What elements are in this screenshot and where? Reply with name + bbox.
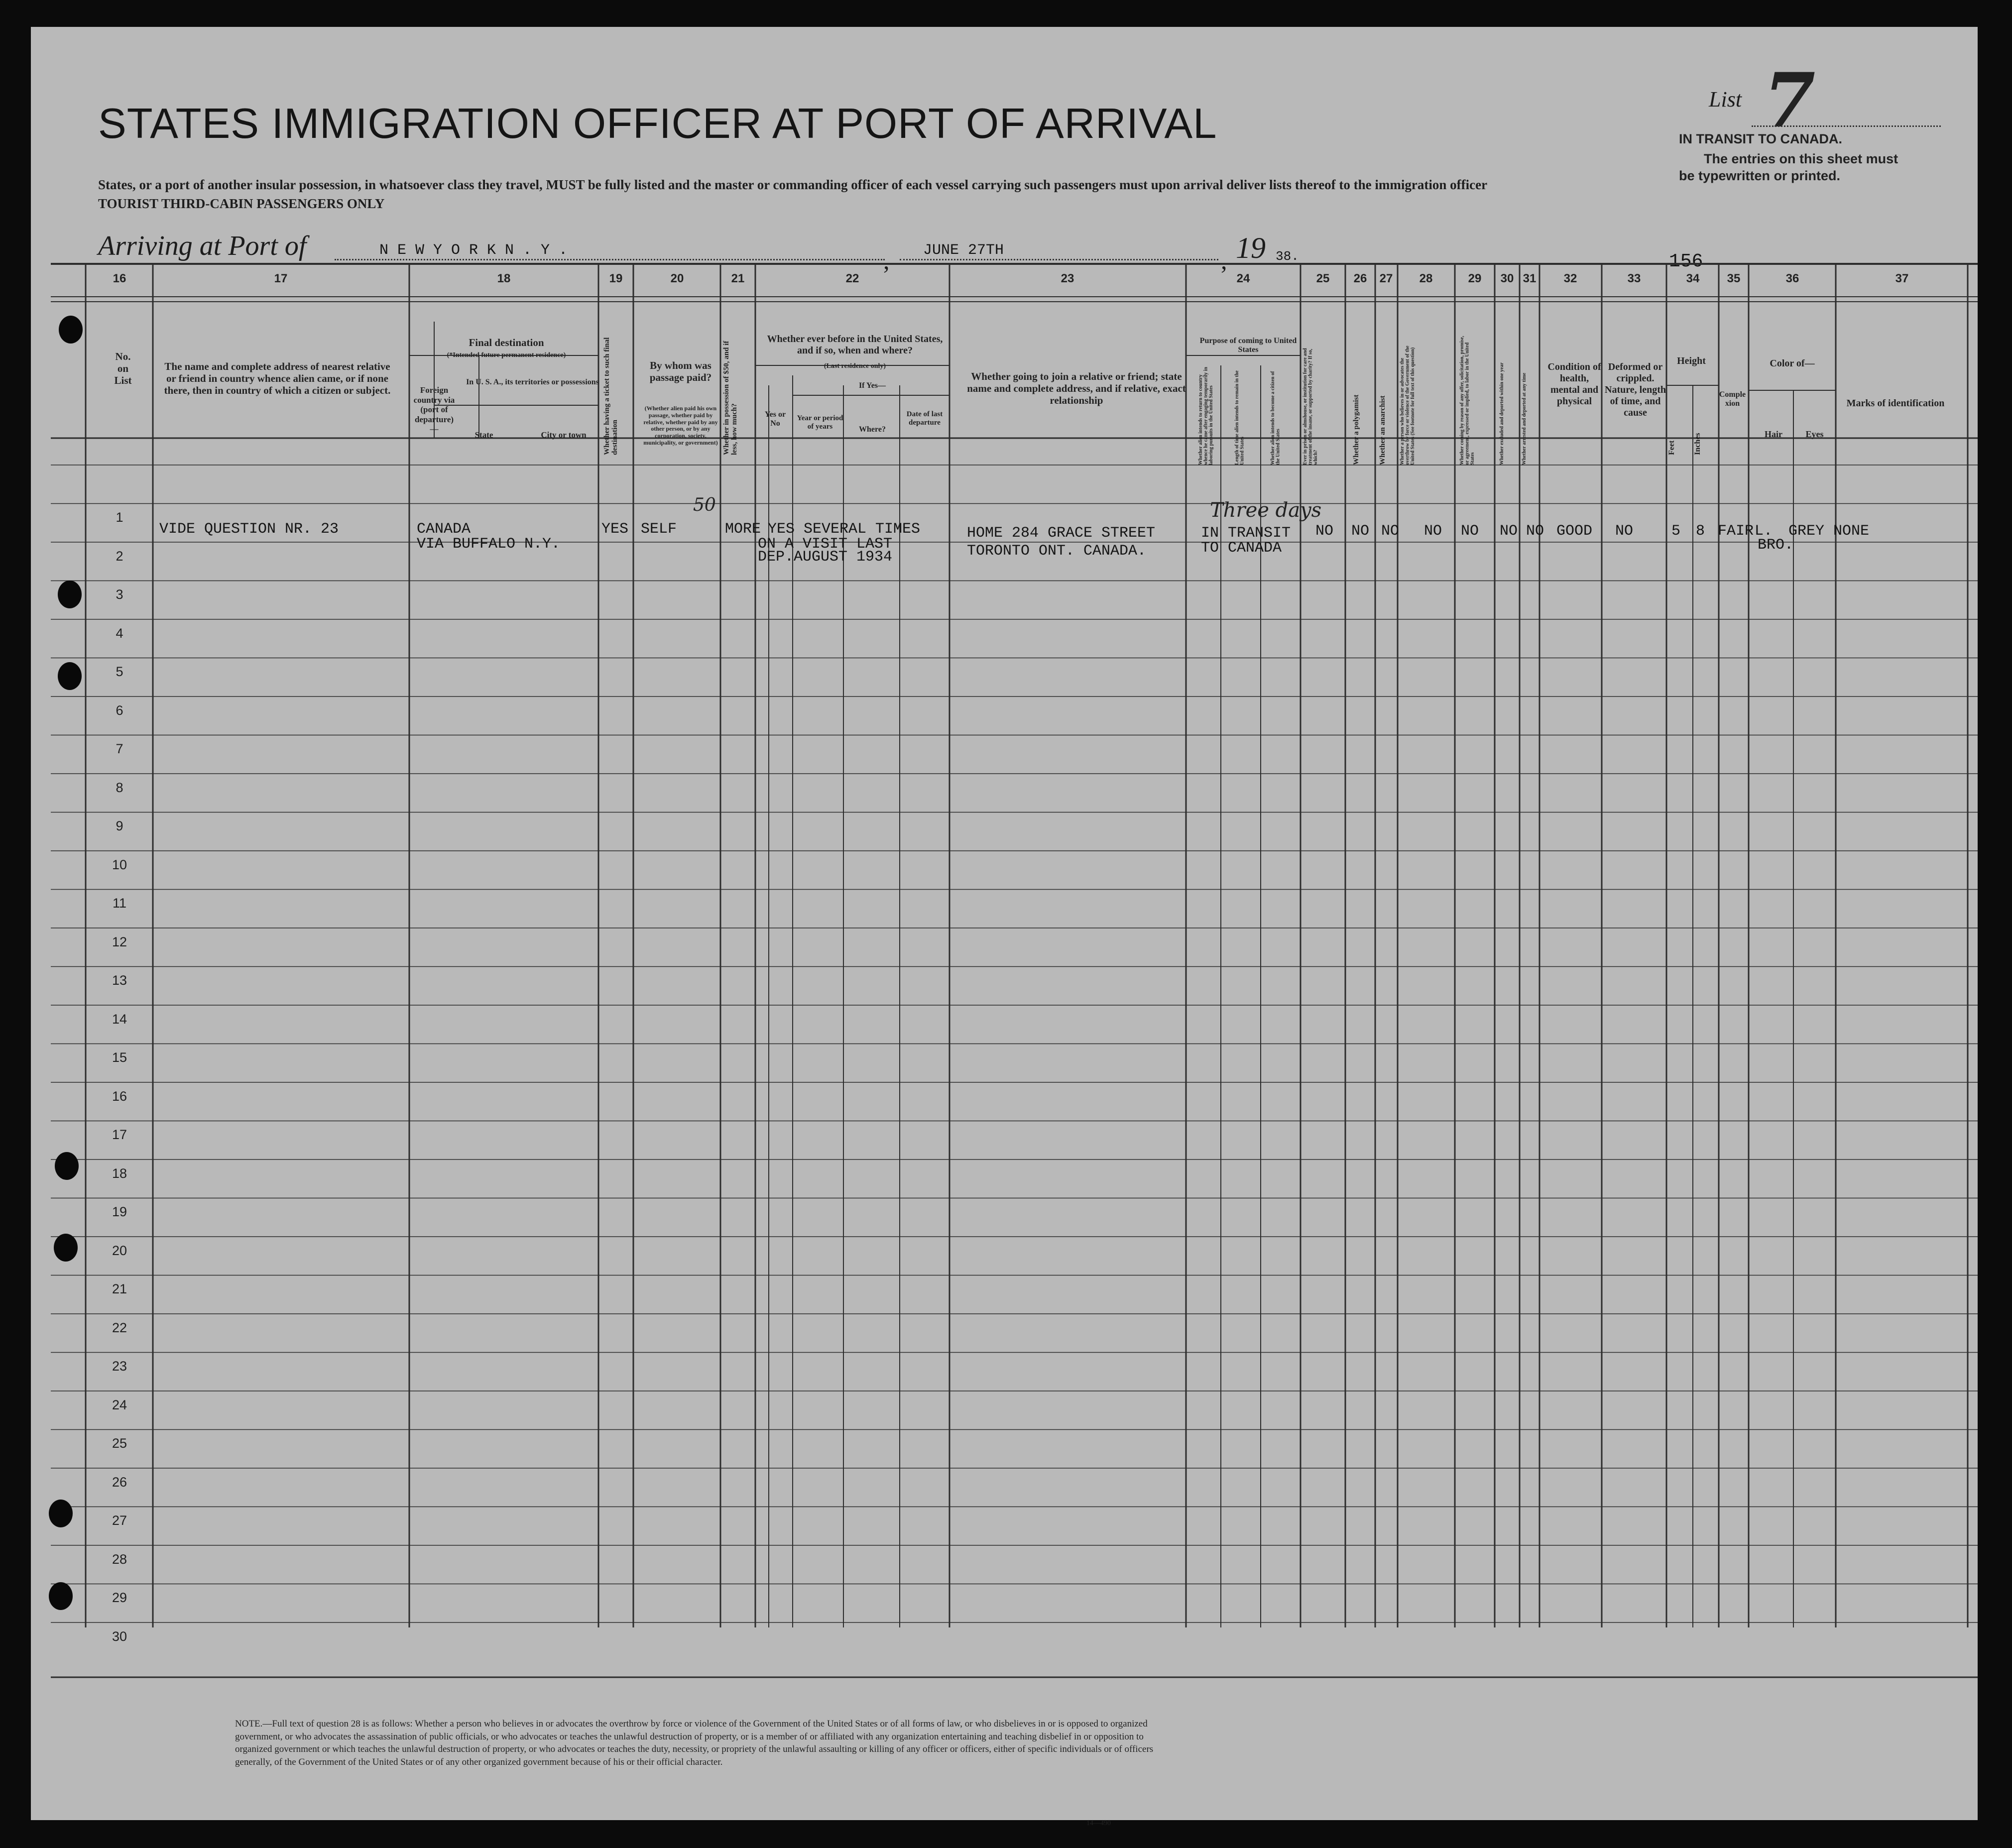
entry-hair-1: L. <box>1755 523 1773 540</box>
column-number: 32 <box>1563 272 1577 285</box>
row-number: 16 <box>112 1088 127 1104</box>
row-number: 26 <box>112 1474 127 1490</box>
row-number: 9 <box>116 818 123 833</box>
entry-relative: VIDE QUESTION NR. 23 <box>159 521 339 538</box>
row-number: 23 <box>112 1359 127 1374</box>
column-number: 25 <box>1316 272 1330 285</box>
header-where: Where? <box>859 425 886 434</box>
header-final-destination-note: (*Intended future permanent residence) <box>447 351 566 359</box>
row-number: 29 <box>112 1590 127 1605</box>
column-number: 36 <box>1785 272 1799 285</box>
column-number: 26 <box>1353 272 1367 285</box>
entry-join-1: HOME 284 GRACE STREET <box>967 525 1156 542</box>
entry-q30: NO <box>1500 523 1518 540</box>
date-value: JUNE 27TH <box>923 242 1004 259</box>
entry-ticket: YES <box>601 521 629 538</box>
comma-1: , <box>883 246 890 274</box>
row-number: 13 <box>112 973 127 988</box>
header-last-departure: Date of last departure <box>906 410 943 427</box>
punch-hole <box>49 1500 73 1527</box>
column-number: 19 <box>609 272 623 285</box>
row-number: 1 <box>116 510 123 525</box>
column-number: 33 <box>1627 272 1641 285</box>
punch-hole <box>58 580 82 608</box>
column-number: 18 <box>497 272 511 285</box>
header-feet: Feet <box>1667 440 1676 455</box>
entry-q26: NO <box>1351 523 1370 540</box>
header-before-in-us-note: (Last residence only) <box>824 362 886 370</box>
entry-period-2: ON A VISIT LAST <box>758 536 893 553</box>
entry-q28: NO <box>1424 523 1442 540</box>
header-usa-territories: In U. S. A., its territories or possessions <box>466 378 599 386</box>
header-color-of: Color of— <box>1770 358 1815 369</box>
header-return-intent: Whether alien intends to return to country whence he came after engaging temporarily in laboring pursuits in the United States <box>1198 367 1214 465</box>
row-number: 25 <box>112 1436 127 1451</box>
column-number: 27 <box>1379 272 1393 285</box>
row-number: 12 <box>112 934 127 949</box>
header-fifty-dollars: Whether in possession of $50, and if less, how much? <box>722 341 738 455</box>
entry-via: VIA BUFFALO N.Y. <box>417 536 561 553</box>
row-number: 19 <box>112 1204 127 1219</box>
entry-country: CANADA <box>417 521 471 538</box>
column-number: 16 <box>113 272 126 285</box>
transit-note: IN TRANSIT TO CANADA. <box>1679 131 1842 146</box>
row-number: 28 <box>112 1551 127 1567</box>
entry-deformed: NO <box>1615 523 1634 540</box>
column-number: 23 <box>1061 272 1074 285</box>
comma-2: , <box>1221 246 1227 274</box>
punch-hole <box>59 316 83 344</box>
arriving-label: Arriving at Port of <box>98 231 307 261</box>
header-final-destination: Final destination <box>469 337 544 348</box>
header-ticket: Whether having a ticket to such final destination <box>603 337 619 455</box>
entry-health: GOOD <box>1556 523 1593 540</box>
row-number: 15 <box>112 1050 127 1065</box>
header-health: Condition of health, mental and physical <box>1547 361 1601 407</box>
header-prison: Ever in prison or almshouse, or institution for care and treatment of the insane, or supported by charity? If so, which? <box>1302 348 1318 465</box>
column-number: 31 <box>1523 272 1537 285</box>
column-number: 35 <box>1727 272 1741 285</box>
form-number: 14—490 <box>1086 1820 1111 1827</box>
class-line: TOURIST THIRD-CABIN PASSENGERS ONLY <box>98 196 385 211</box>
header-if-yes: If Yes— <box>858 381 886 390</box>
column-number: 28 <box>1419 272 1433 285</box>
column-number: 21 <box>731 272 745 285</box>
column-number: 34 <box>1686 272 1700 285</box>
year-prefix: 19 <box>1236 231 1266 264</box>
entry-complexion: FAIR <box>1718 523 1754 540</box>
row-number: 5 <box>116 664 123 679</box>
header-before-in-us: Whether ever before in the United States, and if so, when and where? <box>767 334 943 356</box>
punch-hole <box>58 662 82 690</box>
header-foreign-country: Foreign country via (port of departure)— <box>413 385 455 434</box>
header-citizen-intent: Whether alien intends to become a citizen of the United States <box>1270 371 1281 465</box>
entry-period-1: SEVERAL TIMES <box>804 521 921 538</box>
header-passage-paid: By whom was passage paid? <box>649 359 712 384</box>
entry-money: MORE <box>725 521 761 538</box>
page-number: 156 <box>1669 251 1703 272</box>
entry-q25: NO <box>1315 523 1334 540</box>
row-number: 11 <box>112 896 127 911</box>
header-city: City or town <box>541 430 587 440</box>
header-arrested: Whether arrested and deported at any time <box>1522 372 1527 465</box>
footnote-text: NOTE.—Full text of question 28 is as follows: Whether a person who believes in or advocates the overthrow by force or violence of the Government of the United States or of all forms of law, or who disbelieves in or is opposed to organized government, or who advocates the assassination of public officials, or who advocates or teaches the unlawful destruction of property, or is a member of or affiliated with any organization entertaining and teaching disbelief in or opposition to organized government or which teaches the unlawful destruction of property, or who advocates or teaches the duty, necessity, or propriety of the unlawful assaulting or killing of any officer or officers, either of specific individuals or of officers generally, of the Government of the United States or of any other organized government because of his or their official character. <box>235 1719 1154 1767</box>
entry-paid-by: SELF <box>641 521 677 538</box>
header-polygamist: Whether a polygamist <box>1352 394 1360 465</box>
column-number: 24 <box>1236 272 1250 285</box>
page-title: STATES IMMIGRATION OFFICER AT PORT OF ARRIVAL <box>98 100 1217 147</box>
column-number: 29 <box>1468 272 1482 285</box>
subtitle-line: States, or a port of another insular possession, in whatsoever class they travel, MUST be fully listed and the master or commanding officer of each vessel carrying such passengers must upon arrival deliver lists thereof to the immigration officer <box>98 177 1488 192</box>
entry-q29: NO <box>1461 523 1479 540</box>
column-number: 37 <box>1895 272 1909 285</box>
table-grid <box>31 27 1978 1820</box>
column-number: 30 <box>1500 272 1514 285</box>
instructions-line-2: be typewritten or printed. <box>1679 168 1841 183</box>
row-number: 8 <box>116 780 123 795</box>
row-number: 7 <box>116 741 123 756</box>
header-labor-offer: Whether coming by reason of any offer, solicitation, promise, or agreement, expressed or implied, to labor in the United States <box>1459 336 1475 465</box>
row-number: 14 <box>112 1011 127 1027</box>
entry-purpose-2: TO CANADA <box>1201 540 1282 557</box>
punch-hole <box>55 1152 79 1180</box>
column-number: 22 <box>845 272 859 285</box>
row-number: 21 <box>112 1281 127 1296</box>
entry-q31: NO <box>1526 523 1544 540</box>
header-overthrow: Whether a person who believes in or advocates the overthrow by force or violence of the Government of the United States (See footnote for full text of this question) <box>1400 346 1416 465</box>
instructions-line-1: The entries on this sheet must <box>1704 151 1898 166</box>
entry-hair-2: BRO. <box>1758 537 1794 554</box>
punch-hole <box>49 1582 73 1610</box>
row-number: 17 <box>112 1127 127 1142</box>
header-yes-no: Yes or No <box>764 410 786 428</box>
manifest-sheet <box>31 27 1978 1827</box>
entry-money-note: 50 <box>693 495 716 515</box>
header-excluded: Whether excluded and deported within one year <box>1499 362 1505 465</box>
entry-q27: NO <box>1381 523 1400 540</box>
row-number: 18 <box>112 1165 127 1181</box>
row-number: 22 <box>112 1320 127 1335</box>
header-nearest-relative: The name and complete address of nearest relative or friend in country whence alien came, or if none there, then in country of which a citizen or subject. <box>164 360 391 397</box>
header-complexion: Complexion <box>1719 390 1746 408</box>
row-number: 27 <box>112 1513 127 1528</box>
list-label: List <box>1709 87 1742 112</box>
list-number: 7 <box>1764 57 1816 144</box>
entry-feet: 5 <box>1671 523 1681 540</box>
entry-period-3: DEP.AUGUST 1934 <box>758 549 893 566</box>
row-number: 10 <box>112 857 127 872</box>
header-hair: Hair <box>1765 429 1782 439</box>
header-deformed: Deformed or crippled. Nature, length of time, and cause <box>1605 361 1666 418</box>
entry-purpose-1: IN TRANSIT <box>1201 525 1291 542</box>
header-marks: Marks of identification <box>1846 398 1945 409</box>
entry-eyes: GREY <box>1788 523 1825 540</box>
entry-marks: NONE <box>1833 523 1870 540</box>
header-join-relative: Whether going to join a relative or friend; state name and complete address, and if relative, exact relationship <box>967 370 1186 407</box>
header-inches: Inches <box>1693 433 1702 455</box>
header-no-on-list: No. on List <box>114 350 132 387</box>
row-number: 30 <box>112 1628 127 1644</box>
year-suffix: 38. <box>1276 249 1299 264</box>
column-number: 17 <box>274 272 288 285</box>
entry-before-in-us: YES <box>768 521 795 538</box>
row-number: 3 <box>116 587 123 602</box>
entry-join-2: TORONTO ONT. CANADA. <box>967 543 1147 560</box>
port-value: N E W Y O R K N . Y . <box>379 242 568 259</box>
header-state: State <box>474 430 493 440</box>
row-number: 4 <box>116 625 123 641</box>
row-number: 2 <box>116 548 123 564</box>
row-number: 20 <box>112 1243 127 1258</box>
header-eyes: Eyes <box>1805 429 1824 439</box>
header-year-period: Year or period of years <box>797 414 843 431</box>
header-height: Height <box>1677 355 1706 366</box>
header-anarchist: Whether an anarchist <box>1379 395 1387 465</box>
entry-stay-handwritten: Three days <box>1210 499 1322 522</box>
entry-inches: 8 <box>1696 523 1705 540</box>
header-length-stay: Length of time alien intends to remain in the United States <box>1234 370 1245 465</box>
row-number: 24 <box>112 1397 127 1412</box>
column-number: 20 <box>670 272 684 285</box>
row-number: 6 <box>116 702 123 718</box>
header-purpose: Purpose of coming to United States <box>1199 337 1297 354</box>
header-passage-paid-note: (Whether alien paid his own passage, whether paid by relative, whether paid by any other person, or by any corporation, society, municipality, or government) <box>643 405 718 446</box>
punch-hole <box>54 1234 78 1262</box>
